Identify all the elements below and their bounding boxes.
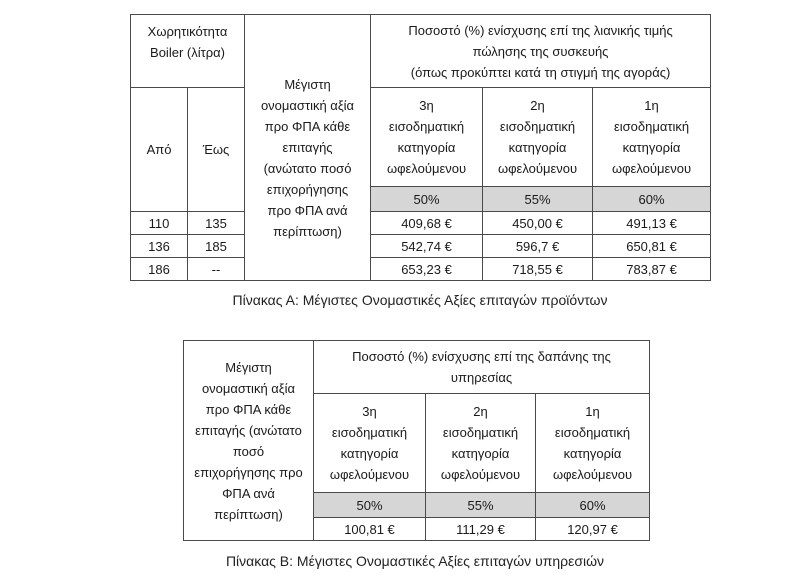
category-3-header: 3η εισοδηματική κατηγορία ωφελούμενου: [314, 394, 426, 493]
row-from: 136: [131, 235, 188, 258]
percent-55: 55%: [426, 493, 536, 518]
percent-55: 55%: [483, 187, 593, 212]
percent-50: 50%: [314, 493, 426, 518]
percent-header: Ποσοστό (%) ενίσχυσης επί της δαπάνης της υπηρεσίας: [314, 341, 650, 394]
from-label: Από: [131, 88, 188, 212]
row-value: 783,87 €: [593, 258, 711, 281]
row-value: 596,7 €: [483, 235, 593, 258]
table-a-caption: Πίνακας Α: Μέγιστες Ονομαστικές Αξίες επιταγών προϊόντων: [232, 292, 608, 308]
percent-60: 60%: [536, 493, 650, 518]
row-value: 718,55 €: [483, 258, 593, 281]
percent-50: 50%: [371, 187, 483, 212]
max-value-label: Μέγιστη ονομαστική αξία προ ΦΠΑ κάθε επιταγής (ανώτατο ποσό επιχορήγησης προ ΦΠΑ ανά περίπτωση): [245, 15, 371, 281]
table-row: [131, 235, 711, 258]
row-value: 409,68 €: [371, 212, 483, 235]
row-value: 653,23 €: [371, 258, 483, 281]
row-value: 120,97 €: [536, 518, 650, 541]
category-2-header: 2η εισοδηματική κατηγορία ωφελούμενου: [483, 88, 593, 187]
percent-60: 60%: [593, 187, 711, 212]
products-voucher-table: [130, 14, 711, 281]
max-value-label: Μέγιστη ονομαστική αξία προ ΦΠΑ κάθε επιταγής (ανώτατο ποσό επιχορήγησης προ ΦΠΑ ανά περίπτωση): [184, 341, 314, 541]
row-from: 110: [131, 212, 188, 235]
row-value: 100,81 €: [314, 518, 426, 541]
to-label: Έως: [188, 88, 245, 212]
row-value: 111,29 €: [426, 518, 536, 541]
capacity-header: Χωρητικότητα Boiler (λίτρα): [131, 15, 245, 88]
row-value: 491,13 €: [593, 212, 711, 235]
row-value: 650,81 €: [593, 235, 711, 258]
row-value: 450,00 €: [483, 212, 593, 235]
row-to: 185: [188, 235, 245, 258]
table-row: [131, 258, 711, 281]
row-value: 542,74 €: [371, 235, 483, 258]
table-b-caption: Πίνακας Β: Μέγιστες Ονομαστικές Αξίες επιταγών υπηρεσιών: [225, 553, 605, 569]
row-to: 135: [188, 212, 245, 235]
services-voucher-table: [183, 340, 650, 541]
category-1-header: 1η εισοδηματική κατηγορία ωφελούμενου: [536, 394, 650, 493]
table-row: [131, 212, 711, 235]
category-1-header: 1η εισοδηματική κατηγορία ωφελούμενου: [593, 88, 711, 187]
row-to: --: [188, 258, 245, 281]
category-3-header: 3η εισοδηματική κατηγορία ωφελούμενου: [371, 88, 483, 187]
row-from: 186: [131, 258, 188, 281]
category-2-header: 2η εισοδηματική κατηγορία ωφελούμενου: [426, 394, 536, 493]
percent-header: Ποσοστό (%) ενίσχυσης επί της λιανικής τιμής πώλησης της συσκευής (όπως προκύπτει κατά τη στιγμή της αγοράς): [371, 15, 711, 88]
